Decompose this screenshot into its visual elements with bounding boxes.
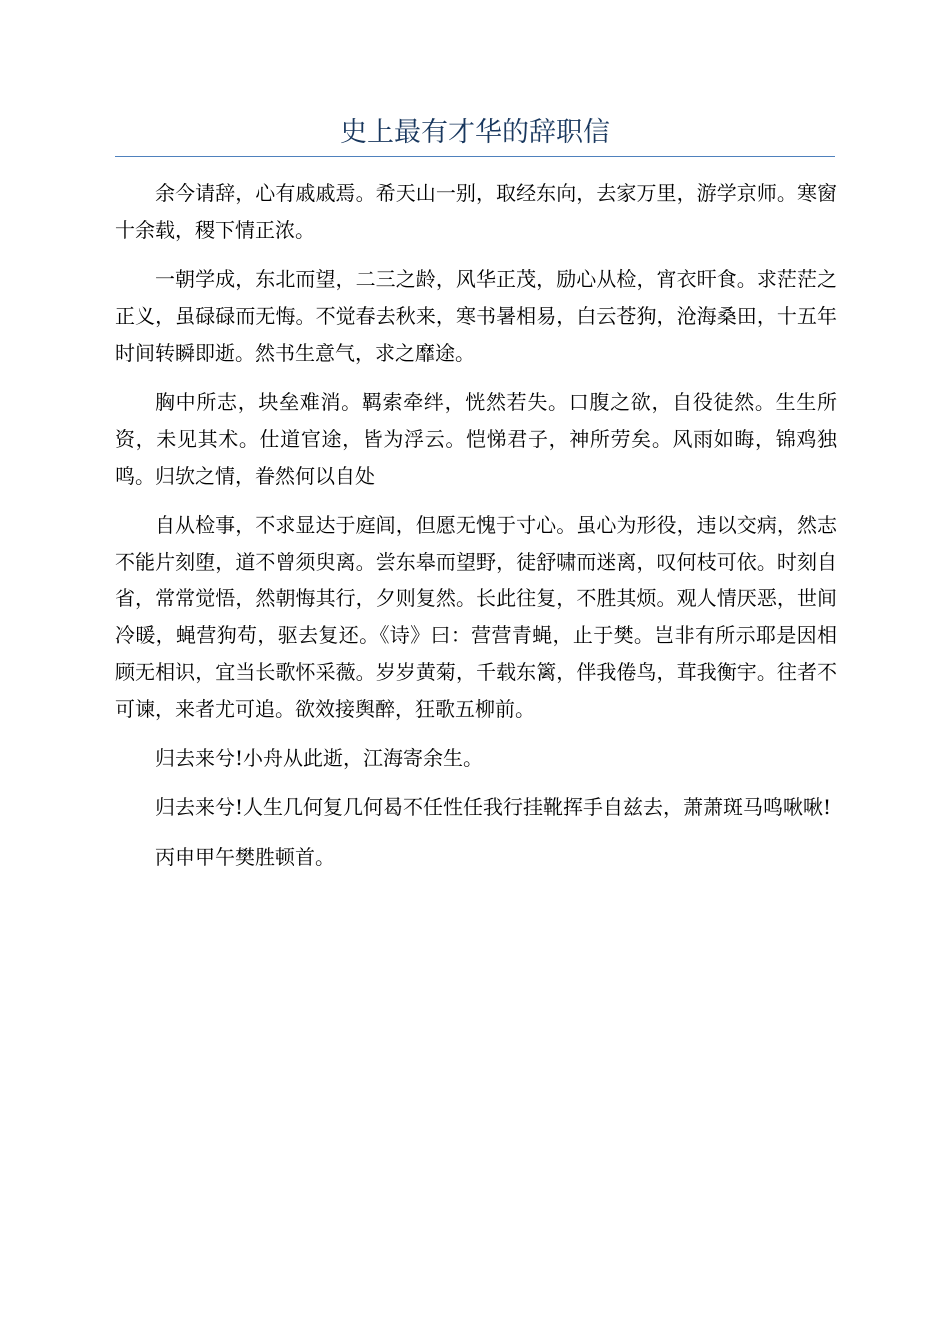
- paragraph-4: 自从检事，不求显达于庭闾，但愿无愧于寸心。虽心为形役，违以交病，然志不能片刻堕，道不曾须臾离。尝东皋而望野，徒舒啸而迷离，叹何枝可依。时刻自省，常常觉悟，然朝悔其行，夕则复然。长此往复，不胜其烦。观人情厌恶，世间冷暖，蝇营狗苟，驱去复还。《诗》曰：营营青蝇，止于樊。岂非有所示耶是因相顾无相识，宜当长歌怀采薇。岁岁黄菊，千载东篱，伴我倦鸟，茸我衡宇。往者不可谏，来者尤可追。欲效接舆醉，狂歌五柳前。: [115, 512, 837, 721]
- paragraph-2: 一朝学成，东北而望，二三之龄，风华正茂，励心从检，宵衣旰食。求茫茫之正义，虽碌碌而无悔。不觉春去秋来，寒书暑相易，白云苍狗，沧海桑田，十五年时间转瞬即逝。然书生意气，求之靡途。: [115, 267, 837, 365]
- paragraph-3: 胸中所志，块垒难消。羁索牵绊，恍然若失。口腹之欲，自役徒然。生生所资，未见其术。仕道官途，皆为浮云。恺悌君子，神所劳矣。风雨如晦，锦鸡独鸣。归欤之情，眷然何以自处: [115, 389, 837, 488]
- document-title: 史上最有才华的辞职信: [340, 117, 610, 148]
- document-body: [115, 175, 837, 888]
- paragraph-5: 归去来兮!小舟从此逝，江海寄余生。: [155, 746, 484, 771]
- title-block: [115, 112, 835, 157]
- signature-line: 丙申甲午樊胜顿首。: [155, 844, 335, 869]
- paragraph-6: 归去来兮!人生几何复几何曷不任性任我行挂靴挥手自兹去，萧萧斑马鸣啾啾!: [155, 795, 832, 820]
- paragraph-1: 余今请辞，心有戚戚焉。希天山一别，取经东向，去家万里，游学京师。寒窗十余载，稷下情正浓。: [115, 181, 837, 242]
